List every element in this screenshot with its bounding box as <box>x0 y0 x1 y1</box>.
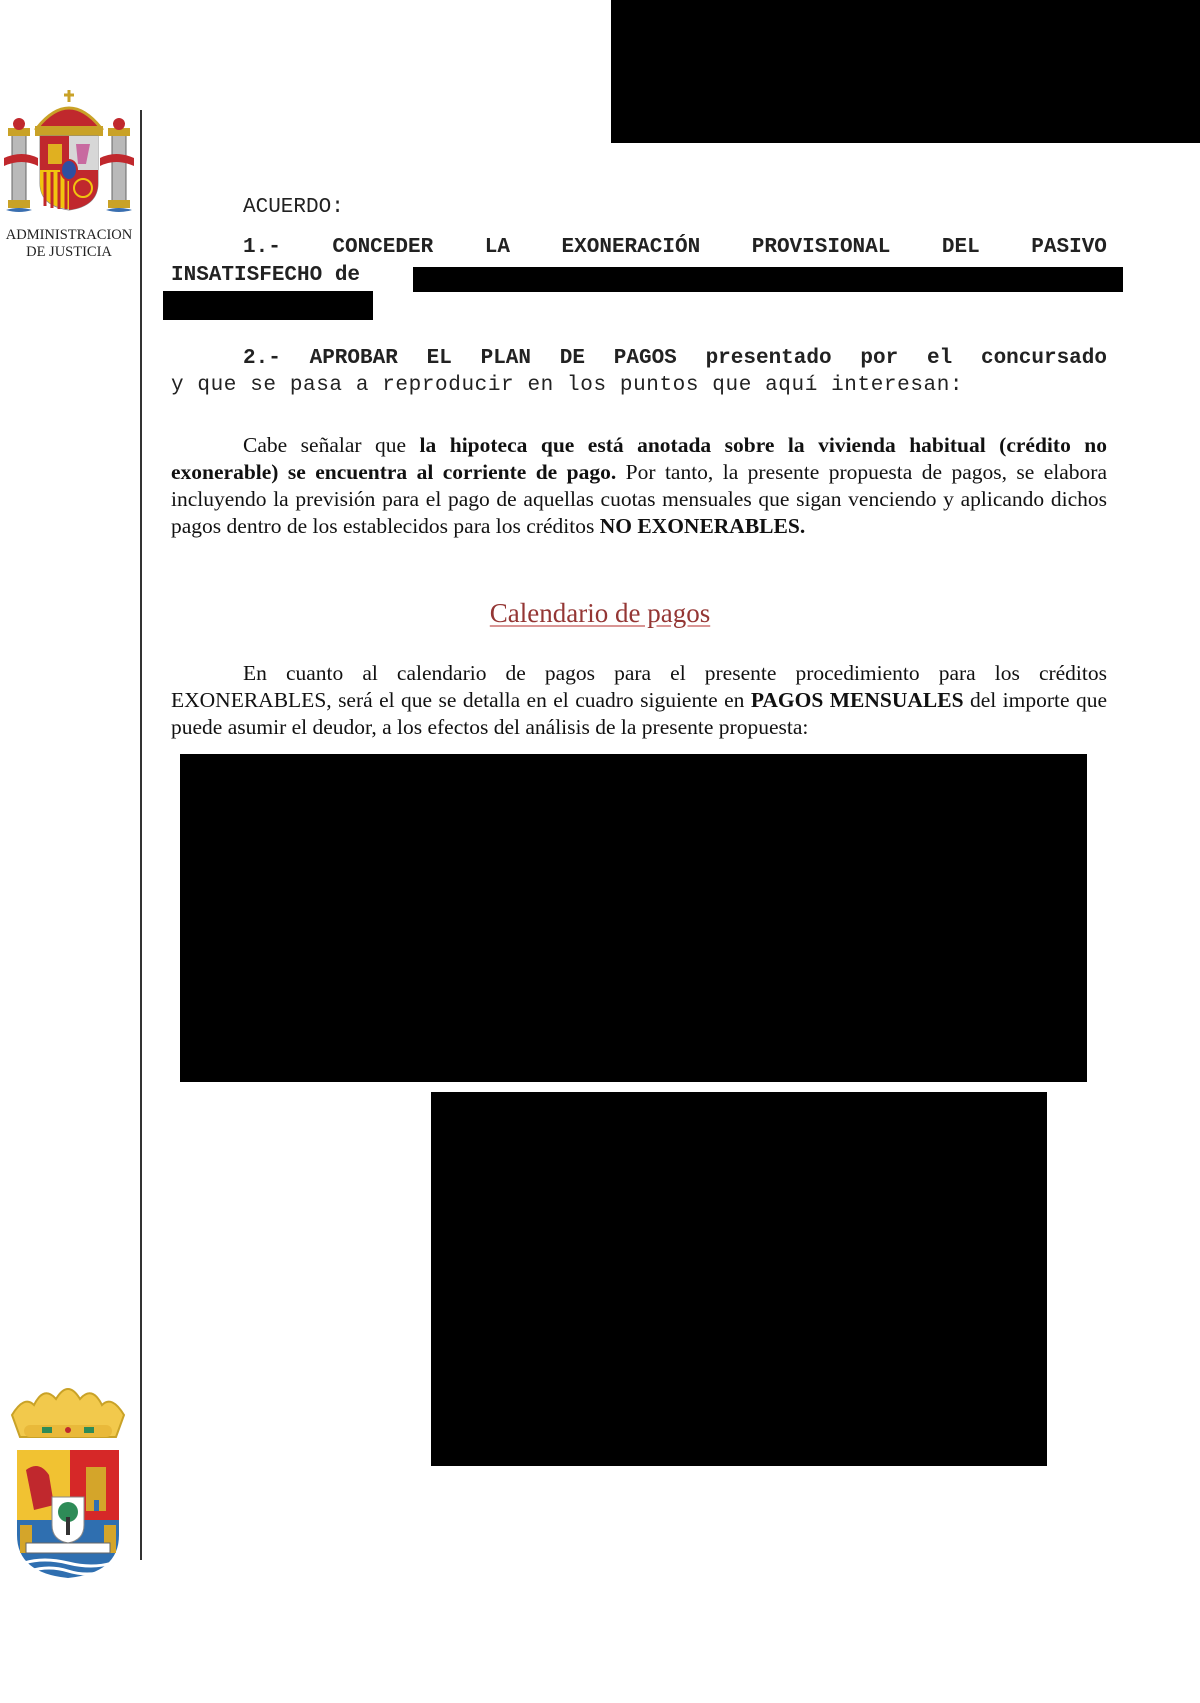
coat-of-arms-spain-icon <box>2 88 136 218</box>
acuerdo-item-1-line2: INSATISFECHO de <box>171 264 361 287</box>
paragraph-calendario <box>171 660 1107 741</box>
logo-caption-line1: ADMINISTRACION <box>5 227 133 243</box>
item1-word: 1.- <box>243 236 281 259</box>
item1-word: PROVISIONAL <box>751 236 891 259</box>
paragraph-text: del importe que puede asumir el deudor, a los efectos del análisis de la presente propuesta: <box>171 688 1108 739</box>
item1-word: EXONERACIÓN <box>561 236 701 259</box>
redacted-debtor-name <box>413 267 1123 292</box>
item1-word: DEL <box>941 236 980 259</box>
acuerdo-item-2-line1: 2.- APROBAR EL PLAN DE PAGOS presentado por el concursado <box>243 347 1107 370</box>
paragraph-text: Cabe señalar que <box>243 433 420 457</box>
paragraph-hipoteca <box>171 432 1107 540</box>
logo-caption-line2: DE JUSTICIA <box>26 244 112 260</box>
acuerdo-label: ACUERDO: <box>243 196 344 219</box>
redacted-debtor-id <box>163 291 373 320</box>
paragraph-bold-text: NO EXONERABLES. <box>599 514 806 538</box>
margin-vertical-rule <box>140 110 142 1560</box>
item1-word: CONCEDER <box>332 236 434 259</box>
redacted-payment-table <box>180 754 1087 1082</box>
paragraph-text: Por tanto, la presente propuesta de pagos, se elabora incluyendo la previsión para el pago de aquellas cuotas mensuales que sigan venciendo y aplicando dichos pagos dentro de los establecidos para los créditos <box>171 460 1107 538</box>
section-heading <box>0 598 1200 629</box>
paragraph-bold-text: PAGOS MENSUALES <box>750 688 964 712</box>
coat-of-arms-extremadura-icon <box>4 1375 132 1580</box>
item1-word: PASIVO <box>1031 236 1107 259</box>
acuerdo-item-2-line2: y que se pasa a reproducir en los puntos que aquí interesan: <box>171 374 964 397</box>
redacted-header-block <box>611 0 1200 143</box>
paragraph-bold-text: la hipoteca que está anotada sobre la vivienda habitual (crédito no exonerable) se encuentra al corriente de pago. <box>171 433 1108 484</box>
redacted-payment-schedule <box>431 1092 1047 1466</box>
acuerdo-item-1-line1 <box>171 236 1107 259</box>
section-heading-text: Calendario de pagos <box>489 598 711 628</box>
item1-word: LA <box>484 236 510 259</box>
paragraph-text: En cuanto al calendario de pagos para el presente procedimiento para los créditos EXONERABLES, será el que se detalla en el cuadro siguiente en <box>171 661 1107 712</box>
